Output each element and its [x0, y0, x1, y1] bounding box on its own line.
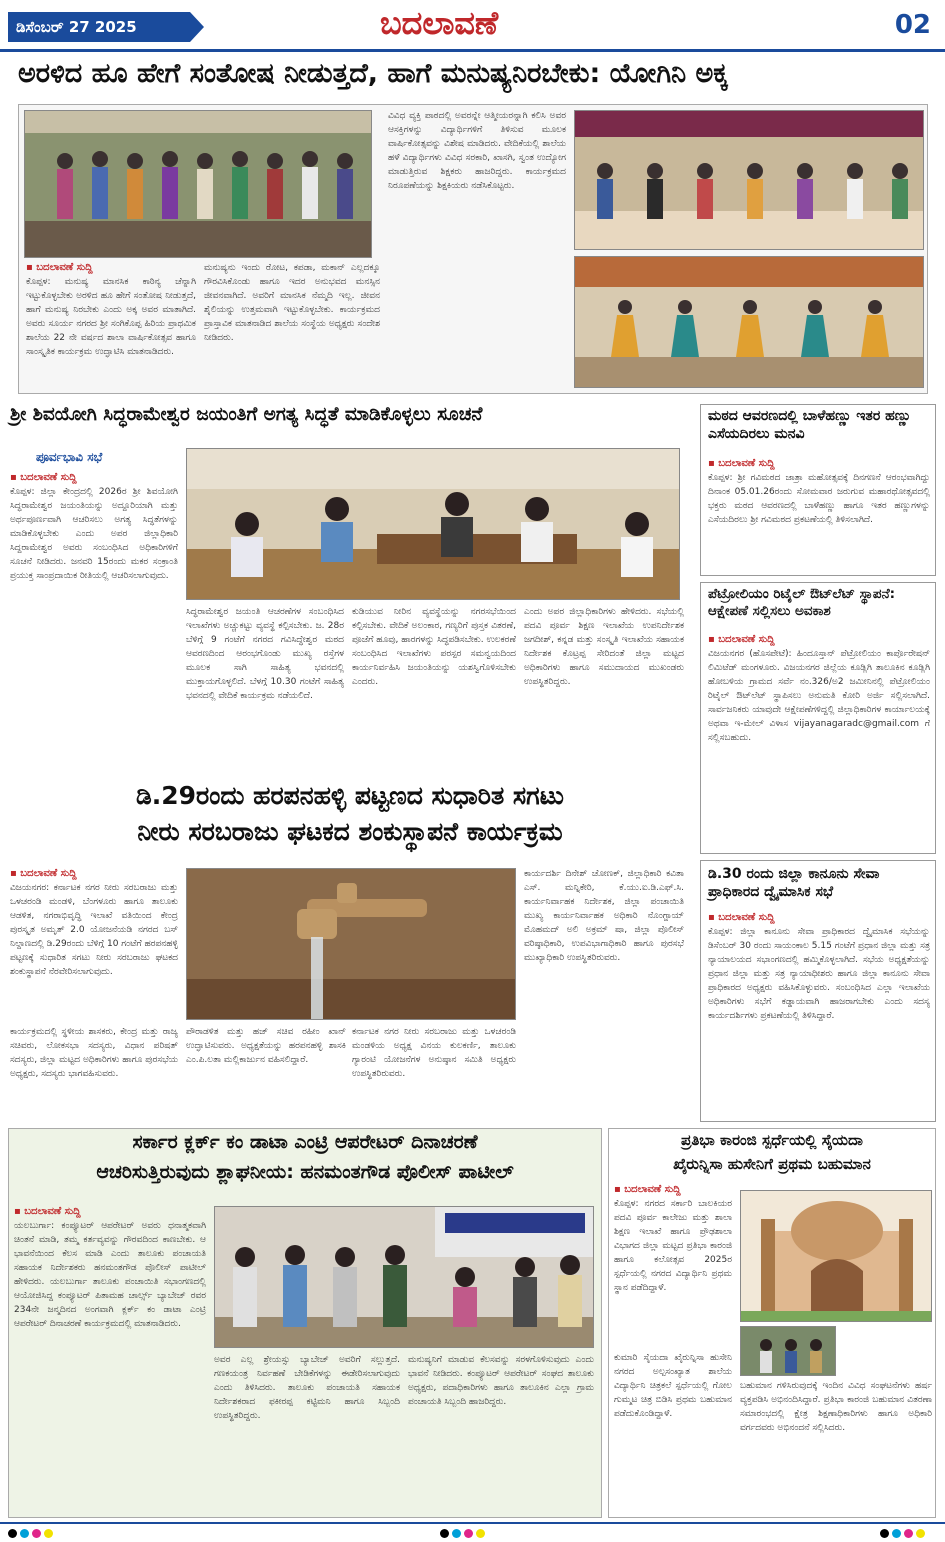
- story1-photo-group: [24, 110, 372, 258]
- side3-byline: ▪ ಬದಲಾವಣೆ ಸುದ್ದಿ: [708, 912, 775, 923]
- story1-headline: ಅರಳಿದ ಹೂ ಹೇಗೆ ಸಂತೋಷ ನೀಡುತ್ತದೆ, ಹಾಗೆ ಮನುಷ್ಯನಿರಬೇಕು: ಯೋಗಿನಿ ಅಕ್ಕ: [18, 58, 729, 89]
- water-tap-icon: [187, 869, 516, 1020]
- story1-col2: ಮನುಷ್ಯನು ಇಂದು ರೋಟ, ಕಪಡಾ, ಮಕಾನ್ ಎಲ್ಲದಕ್ಕೂ ಗೌರವಿಸಿಕೊಂಡು ಹಾಗೂ ಇದರ ಅನುಭವದ ಮನಸ್ಸಿನ ಜೀವನವಾಗಿದೆ. ಅವರಿಗೆ ಮಾನಸಿಕ ನೆಮ್ಮದಿ ಇಲ್ಲ. ಜೀವನ ಶೈಲಿಯನ್ನು ಉತ್ತಮವಾಗಿ ಇಟ್ಟುಕೊಳ್ಳಬೇಕು. ಕಾರ್ಯಕ್ರಮದ ಪ್ರಾಸ್ತಾವಿಕ ಮಾತನಾಡಿದ ಶಾಲೆಯ ಸಂಸ್ಥೆಯ ಅಧ್ಯಕ್ಷರು ಸಂದೇಶ ನೀಡಿದರು.: [204, 263, 380, 343]
- story1-photo-dance: [574, 256, 924, 388]
- story1-col1: ಕೊಪ್ಪಳ: ಮನುಷ್ಯ ಮಾನಸಿಕ ಕಾಠಿನ್ಯ ಚೆನ್ನಾಗಿ ಇಟ್ಟುಕೊಳ್ಳಬೇಕು ಅರಳಿದ ಹೂ ಹೇಗೆ ಸಂತೋಷ ನೀಡುತ್ತದೆ, ಹಾಗೆ ಮನುಷ್ಯ ನಿರಬೇಕು ಎಂದು ಅಕ್ಕ ಅವರ ಮಾತಾಗಿದೆ. ಅವರು ಸೂರ್ಯ ನಗರದ ಶ್ರೀ ಸಂಗಿಕೊಪ್ಪ ಹಿರಿಯ ಪ್ರಾಥಮಿಕ ಶಾಲೆಯ 22 ನೇ ವರ್ಷದ ಶಾಲಾ ವಾರ್ಷಿಕೋತ್ಸವ ಹಾಗೂ ಸಾಂಸ್ಕೃತಿಕ ಕಾರ್ಯಕ್ರಮ ಉದ್ಘಾಟಿಸಿ ಮಾತನಾಡಿದರು.: [26, 277, 196, 357]
- meeting-photo-icon: [187, 449, 680, 600]
- side1-byline: ▪ ಬದಲಾವಣೆ ಸುದ್ದಿ: [708, 458, 775, 469]
- side3-title: ಡಿ.30 ರಂದು ಜಿಲ್ಲಾ ಕಾನೂನು ಸೇವಾ ಪ್ರಾಧಿಕಾರದ ದ್ವೈಮಾಸಿಕ ಸಭೆ: [708, 866, 880, 900]
- story4-col1: ಯಲಬುರ್ಗಾ: ಕಂಪ್ಯೂಟರ್ ಆಪರೇಟರ್ ಅವರು ಧನಾತ್ಮಕವಾಗಿ ಚಿಂತನೆ ಮಾಡಿ, ತಮ್ಮ ಕರ್ತವ್ಯವನ್ನು ಗೌರವದಿಂದ ಕಾಣಬೇಕು. ಆ ಭಾವನೆಯಿಂದ ಕೆಲಸ ಮಾಡಿ ಎಂದು ತಾಲೂಕು ಪಂಚಾಯತಿ ಸಹಾಯಕ ನಿರ್ದೇಶಕರು ಹನಮಂತಗೌಡ ಪೊಲೀಸ್ ಪಾಟೀಲ್ ಹೇಳಿದರು. ಯಲಬುರ್ಗಾ ತಾಲೂಕು ಪಂಚಾಯಿತಿ ಸಭಾಂಗಣದಲ್ಲಿ ಆಯೋಜಿಸಿದ್ದ ಕಂಪ್ಯೂಟರ್ ಪಿತಾಮಹ ಚಾರ್ಲ್ಸ್ ಬ್ಯಾಬೇಜ್ ರವರ 234ನೇ ಜನ್ಮದಿನದ ಅಂಗವಾಗಿ ಕ್ಲರ್ಕ್ ಕಂ ಡಾಟಾ ಎಂಟ್ರಿ ಆಪರೇಟರ್ ದಿನಾಚರಣೆ ಕಾರ್ಯಕ್ರಮದಲ್ಲಿ ಮಾತನಾಡಿದರು.: [14, 1221, 206, 1329]
- story3-col-bottom2: ಕರ್ನಾಟಕ ನಗರ ನೀರು ಸರಬರಾಜು ಮತ್ತು ಒಳಚರಂಡಿ ಮಂಡಳಿಯ ಅಧ್ಯಕ್ಷ ವಿನಯ ಕುಲಕರ್ಣಿ, ತಾಲೂಕು ಗ್ಯಾರಂಟಿ ಯೋಜನೆಗಳ ಅನುಷ್ಠಾನ ಸಮಿತಿ ಅಧ್ಯಕ್ಷರು ಉಪಸ್ಥಿತರಿರುವರು.: [352, 1027, 516, 1079]
- footer-dots-left: [8, 1529, 53, 1538]
- side2-text: ವಿಜಯನಗರ (ಹೊಸಪೇಟೆ): ಹಿಂದೂಸ್ತಾನ್ ಪೆಟ್ರೋಲಿಯಂ ಕಾರ್ಪೊರೇಷನ್ ಲಿಮಿಟೆಡ್ ಮಂಗಳೂರು. ವಿಜಯನಗರ ಜಿಲ್ಲೆಯ ಕೂಡ್ಲಿಗಿ ತಾಲೂಕಿನ ಕೂಡ್ಲಿಗಿ ಹೋಬಳಿಯ ಗ್ರಾಮದ ಸರ್ವೆ ನಂ.326/ಅ2 ಜಮೀನಿನಲ್ಲಿ ಪೆಟ್ರೋಲಿಯಂ ರಿಟೈಲ್ ಔಟ್‌ಲೆಟ್ ಸ್ಥಾಪಿಸಲು ಅನುಮತಿ ಕೋರಿ ಅರ್ಜಿ ಸಲ್ಲಿಸಲಾಗಿದೆ. ಸಾರ್ವಜನಿಕರು ಯಾವುದೇ ಆಕ್ಷೇಪಣೆಗಳಿದ್ದಲ್ಲಿ ಜಿಲ್ಲಾಧಿಕಾರಿಗಳ ಕಾರ್ಯಾಲಯಕ್ಕೆ ಅಥವಾ ಇ-ಮೇಲ್ ವಿಳಾಸ vijayanagaradc@gmail.com ಗೆ ಸಲ್ಲಿಸಬಹುದು.: [708, 649, 930, 743]
- story4-col3: ಮನುಷ್ಯನಿಗೆ ಮಾಡುವ ಕೆಲಸವನ್ನು ಸರಳಗೊಳಿಸುವುದು ಎಂದು ಭಾವನೆ ನೀಡಿದರು. ಕಂಪ್ಯೂಟರ್ ಆಪರೇಟರ್ ಸಂಘದ ತಾಲೂಕು ಅಧ್ಯಕ್ಷರು, ಪದಾಧಿಕಾರಿಗಳು ಹಾಗೂ ತಾಲೂಕಿನ ಎಲ್ಲಾ ಗ್ರಾಮ ಪಂಚಾಯತಿ ಸಿಬ್ಬಂದಿ ಹಾಜರಿದ್ದರು.: [408, 1355, 594, 1407]
- story5-headline-line1: ಪ್ರತಿಭಾ ಕಾರಂಜಿ ಸ್ಪರ್ಧೆಯಲ್ಲಿ ಸೈಯದಾ: [681, 1131, 863, 1149]
- footer-dots-center: [440, 1529, 485, 1538]
- story5-byline: ▪ ಬದಲಾವಣೆ ಸುದ್ದಿ: [614, 1184, 681, 1195]
- story4-col2: ಅವರ ಎಲ್ಲ ಶ್ರೇಯಸ್ಸು ಬ್ಯಾಬೇಜ್ ಅವರಿಗೆ ಸಲ್ಲುತ್ತದೆ. ಗಣಕಯಂತ್ರ ನಿರ್ವಹಣೆ ಬೇಡಿಕೆಗಳನ್ನು ಈಡೇರಿಸಲಾಗುವುದು ಎಂದು ತಿಳಿಸಿದರು. ತಾಲೂಕು ಪಂಚಾಯತಿ ಸಹಾಯಕ ನಿರ್ದೇಶಕರಾದ ಫಕೀರಪ್ಪ ಕಟ್ಟಿಮನಿ ಹಾಗೂ ಸಿಬ್ಬಂದಿ ಉಪಸ್ಥಿತರಿದ್ದರು.: [214, 1355, 400, 1421]
- gol-gumbaz-painting-icon: [741, 1191, 932, 1322]
- masthead: [0, 0, 945, 52]
- group-photo-icon: [25, 111, 372, 258]
- story1-col3: ವಿವಿಧ ವ್ಯಕ್ತಿ ಪಾಠದಲ್ಲಿ ಅವರನ್ನೇ ಆತ್ಮೀಯರನ್ನಾಗಿ ಕಲಿಸಿ ಅವರ ಆಸಕ್ತಿಗಳನ್ನು ವಿದ್ಯಾರ್ಥಿಗಳಿಗೆ ತಿಳಿಸುವ ಮೂಲಕ ವಾರ್ಷಿಕೋತ್ಸವನ್ನು ವಿಶೇಷ ಮಾಡಿದರು. ವೇದಿಕೆಯಲ್ಲಿ ಶಾಲೆಯ ಹಳೆ ವಿದ್ಯಾರ್ಥಿಗಳು ವಿವಿಧ ಸರಕಾರಿ, ಖಾಸಗಿ, ಸ್ವಂತ ಉದ್ಯೋಗ ಮಾಡುತ್ತಿರುವ ಶಿಕ್ಷಕರು ಹಾಜರಿದ್ದರು. ಕಾರ್ಯಕ್ರಮದ ನಿರೂಪಣೆಯನ್ನು ಶಿಕ್ಷಕಿಯರು ನಡೆಸಿಕೊಟ್ಟರು.: [388, 111, 566, 191]
- story2-meeting-photo: [186, 448, 680, 600]
- story3-headline-line1: ಡಿ.29ರಂದು ಹರಪನಹಳ್ಳಿ ಪಟ್ಟಣದ ಸುಧಾರಿತ ಸಗಟು: [135, 781, 564, 810]
- story2-col3: ಕುಡಿಯುವ ನೀರಿನ ವ್ಯವಸ್ಥೆಯನ್ನು ನಗರಸಭೆಯಿಂದ ಕಲ್ಪಿಸಬೇಕು. ವೇದಿಕೆ ಅಲಂಕಾರ, ಗಣ್ಯರಿಗೆ ಪುಸ್ತಕ ವಿತರಣೆ, ಪೂಜೆಗೆ ಹೂವು, ಹಾರಗಳನ್ನು ಸಿದ್ಧಪಡಿಸಬೇಕು. ಉಲಕರಣೆ ಸಂಬಂಧಿಸಿದ ಇಲಾಖೆಗಳು ಪರಸ್ಪರ ಸಮನ್ವಯದಿಂದ ಕಾರ್ಯನಿರ್ವಹಿಸಿ ಜಯಂತಿಯನ್ನು ಯಶಸ್ವಿಗೊಳಿಸಬೇಕು ಎಂದರು.: [352, 607, 516, 687]
- story3-col3: ಕಾರ್ಯದರ್ಶಿ ದಿನೇಶ್ ಚೋಣಕ್, ಜಿಲ್ಲಾಧಿಕಾರಿ ಕವಿತಾ ಎಸ್. ಮನ್ನಿಕೇರಿ, ಕೆ.ಯು.ಐ.ಡಿ.ಎಫ್.ಸಿ. ಕಾರ್ಯನಿರ್ವಾಹಕ ನಿರ್ದೇಶಕ, ಜಿಲ್ಲಾ ಪಂಚಾಯಿತಿ ಮುಖ್ಯ ಕಾರ್ಯನಿರ್ವಾಹಕ ಅಧಿಕಾರಿ ನೊಂಗ್ಜಾಯ್ ಮೊಹಮದ್ ಅಲಿ ಅಕ್ರಮ್ ಷಾ, ಜಿಲ್ಲಾ ಪೊಲೀಸ್ ವರಿಷ್ಠಾಧಿಕಾರಿ, ಉಪವಿಭಾಗಾಧಿಕಾರಿ ಹಾಗೂ ಪುರಸಭೆ ಮುಖ್ಯಾಧಿಕಾರಿ ಉಪಸ್ಥಿತರಿರುವರು.: [524, 869, 684, 963]
- office-event-photo-icon: [215, 1207, 594, 1348]
- story5-col2: ಕುಮಾರಿ ಸೈಯದಾ ಖೈರುನ್ನಿಸಾ ಹುಸೇನಿ ನಗರದ ಅಲ್ಪಸಂಖ್ಯಾತ ಶಾಲೆಯ ವಿದ್ಯಾರ್ಥಿನಿ ಚಿತ್ರಕಲೆ ಸ್ಪರ್ಧೆಯಲ್ಲಿ ಗೋಲ ಗುಮ್ಮಟ ಚಿತ್ರ ಬಿಡಿಸಿ ಪ್ರಥಮ ಬಹುಮಾನ ಪಡೆದುಕೊಂಡಿದ್ದಾಳೆ.: [614, 1353, 732, 1419]
- story4-headline-line1: ಸರ್ಕಾರ ಕ್ಲರ್ಕ್ ಕಂ ಡಾಟಾ ಎಂಟ್ರಿ ಆಪರೇಟರ್ ದಿನಾಚರಣೆ: [132, 1131, 478, 1153]
- issue-date: ಡಿಸೆಂಬರ್ 27 2025: [8, 12, 190, 42]
- side3-text: ಕೊಪ್ಪಳ: ಜಿಲ್ಲಾ ಕಾನೂನು ಸೇವಾ ಪ್ರಾಧಿಕಾರದ ದ್ವೈಮಾಸಿಕ ಸಭೆಯನ್ನು ಡಿಸೆಂಬರ್ 30 ರಂದು ಸಾಯಂಕಾಲ 5.15 ಗಂಟೆಗೆ ಪ್ರಧಾನ ಜಿಲ್ಲಾ ಮತ್ತು ಸತ್ರ ನ್ಯಾಯಾಲಯದ ಸಭಾಂಗಣದಲ್ಲಿ ಹಮ್ಮಿಕೊಳ್ಳಲಾಗಿದೆ. ಸಭೆಯ ಅಧ್ಯಕ್ಷತೆಯನ್ನು ಪ್ರಧಾನ ಜಿಲ್ಲಾ ಮತ್ತು ಸತ್ರ ನ್ಯಾಯಾಧೀಶರು ಹಾಗೂ ಜಿಲ್ಲಾ ಕಾನೂನು ಸೇವಾ ಪ್ರಾಧಿಕಾರದ ಅಧ್ಯಕ್ಷರು ವಹಿಸಿಕೊಳ್ಳುವರು. ಸಂಬಂಧಿಸಿದ ಎಲ್ಲಾ ಇಲಾಖೆಯ ಅಧಿಕಾರಿಗಳು ಸಭೆಗೆ ಕಡ್ಡಾಯವಾಗಿ ಹಾಜರಾಗಬೇಕು ಎಂದು ಸದಸ್ಯ ಕಾರ್ಯದರ್ಶಿಗಳು ಪ್ರಕಟಣೆಯಲ್ಲಿ ತಿಳಿಸಿದ್ದಾರೆ.: [708, 927, 930, 1021]
- story5-award-photo: [740, 1326, 836, 1376]
- story2-byline: ▪ ಬದಲಾವಣೆ ಸುದ್ದಿ: [10, 472, 77, 483]
- footer-dots-right: [880, 1529, 925, 1538]
- newspaper-name: ಬದಲಾವಣೆ: [380, 4, 499, 42]
- side2-byline: ▪ ಬದಲಾವಣೆ ಸುದ್ದಿ: [708, 634, 775, 645]
- story2-headline: ಶ್ರೀ ಶಿವಯೋಗಿ ಸಿದ್ಧರಾಮೇಶ್ವರ ಜಯಂತಿಗೆ ಅಗತ್ಯ ಸಿದ್ಧತೆ ಮಾಡಿಕೊಳ್ಳಲು ಸೂಚನೆ: [10, 404, 483, 425]
- story5-painting-photo: [740, 1190, 932, 1322]
- story5-col1: ಕೊಪ್ಪಳ: ನಗರದ ಸರ್ಕಾರಿ ಬಾಲಕಿಯರ ಪದವಿ ಪೂರ್ವ ಕಾಲೇಜು ಮತ್ತು ಶಾಲಾ ಶಿಕ್ಷಣ ಇಲಾಖೆ ಹಾಗೂ ಪ್ರೌಢಶಾಲಾ ವಿಭಾಗದ ಜಿಲ್ಲಾ ಮಟ್ಟದ ಪ್ರತಿಭಾ ಕಾರಂಜಿ ಹಾಗೂ ಕಲೋತ್ಸವ 2025ರ ಸ್ಪರ್ಧೆಯಲ್ಲಿ ನಗರದ ವಿದ್ಯಾರ್ಥಿನಿ ಪ್ರಥಮ ಸ್ಥಾನ ಪಡೆದಿದ್ದಾಳೆ.: [614, 1199, 732, 1293]
- award-photo-icon: [741, 1327, 836, 1376]
- side1-text: ಕೊಪ್ಪಳ: ಶ್ರೀ ಗವಿಮಠದ ಜಾತ್ರಾ ಮಹೋತ್ಸವಕ್ಕೆ ದಿನಗಣನೆ ಆರಂಭವಾಗಿದ್ದು ದಿನಾಂಕ 05.01.26ರಂದು ಸೋಮವಾರ ಜರುಗುವ ಮಹಾರಥೋತ್ಸವದಲ್ಲಿ ಭಕ್ತರು ಮಠದ ಆವರಣದಲ್ಲಿ ಬಾಳೆಹಣ್ಣು ಹಾಗೂ ಇತರ ಹಣ್ಣುಗಳನ್ನು ಎಸೆಯದಿರಲು ಶ್ರೀ ಗವಿಮಠದ ಪ್ರಕಟಣೆಯಲ್ಲಿ ತಿಳಿಸಲಾಗಿದೆ.: [708, 473, 930, 525]
- story3-col2: ಕಾರ್ಯಕ್ರಮದಲ್ಲಿ ಸ್ಥಳೀಯ ಶಾಸಕರು, ಕೇಂದ್ರ ಮತ್ತು ರಾಜ್ಯ ಸಚಿವರು, ಲೋಕಸಭಾ ಸದಸ್ಯರು, ವಿಧಾನ ಪರಿಷತ್ ಸದಸ್ಯರು, ಜಿಲ್ಲಾ ಮಟ್ಟದ ಅಧಿಕಾರಿಗಳು ಹಾಗೂ ಪುರಸಭೆಯ ಅಧ್ಯಕ್ಷರು, ಸದಸ್ಯರು ಭಾಗವಹಿಸುವರು.: [10, 1027, 178, 1079]
- page-number: 02: [894, 10, 931, 40]
- story3-tap-photo: [186, 868, 516, 1020]
- footer-rule: [0, 1522, 945, 1524]
- story5-headline-line2: ಖೈರುನ್ನಿಸಾ ಹುಸೇನಿಗೆ ಪ್ರಥಮ ಬಹುಮಾನ: [673, 1155, 871, 1173]
- story2-col1: ಕೊಪ್ಪಳ: ಜಿಲ್ಲಾ ಕೇಂದ್ರದಲ್ಲಿ 2026ರ ಶ್ರೀ ಶಿವಯೋಗಿ ಸಿದ್ಧರಾಮೇಶ್ವರ ಜಯಂತಿಯನ್ನು ಅದ್ದೂರಿಯಾಗಿ ಮತ್ತು ಅರ್ಥಪೂರ್ಣವಾಗಿ ಆಚರಿಸಲು ಅಗತ್ಯ ಸಿದ್ಧತೆಗಳನ್ನು ಮಾಡಿಕೊಳ್ಳಬೇಕು ಎಂದು ಅಪರ ಜಿಲ್ಲಾಧಿಕಾರಿ ಸಿದ್ದರಾಮೇಶ್ವರ ಅವರು ಸಂಬಂಧಿಸಿದ ಅಧಿಕಾರಿಗಳಿಗೆ ಸೂಚನೆ ನೀಡಿದರು. ಜನವರಿ 15ರಂದು ಮಕರ ಸಂಕ್ರಾಂತಿ ಪ್ರಯುಕ್ತ ಸಾಂಪ್ರದಾಯಿಕ ರೀತಿಯಲ್ಲಿ ಆಚರಿಸಲಾಗುವುದು.: [10, 487, 178, 581]
- story1-photo-stage: [574, 110, 924, 250]
- story4-photo: [214, 1206, 594, 1348]
- dance-photo-icon: [575, 257, 924, 388]
- story2-col2: ಸಿದ್ಧರಾಮೇಶ್ವರ ಜಯಂತಿ ಆಚರಣೆಗಳ ಸಂಬಂಧಿಸಿದ ಇಲಾಖೆಗಳು ಅಚ್ಚುಕಟ್ಟು ವ್ಯವಸ್ಥೆ ಕಲ್ಪಿಸಬೇಕು. ಜ. 28ರ ಬೆಳಿಗ್ಗೆ 9 ಗಂಟೆಗೆ ನಗರದ ಗವಿಸಿದ್ಧೇಶ್ವರ ಮಠದ ಆವರಣದಿಂದ ಆರಂಭಗೊಂಡು ಮುಖ್ಯ ರಸ್ತೆಗಳ ಮೂಲಕ ಸಾಗಿ ಸಾಹಿತ್ಯ ಭವನದಲ್ಲಿ ಮುಕ್ತಾಯಗೊಳ್ಳಲಿದೆ. ಬೆಳಗ್ಗೆ 10.30 ಗಂಟೆಗೆ ಸಾಹಿತ್ಯ ಭವನದಲ್ಲಿ ವೇದಿಕೆ ಕಾರ್ಯಕ್ರಮ ನಡೆಯಲಿದೆ.: [186, 607, 344, 701]
- story3-headline-line2: ನೀರು ಸರಬರಾಜು ಘಟಕದ ಶಂಕುಸ್ಥಾಪನೆ ಕಾರ್ಯಕ್ರಮ: [137, 817, 563, 846]
- side1-title: ಮಠದ ಆವರಣದಲ್ಲಿ ಬಾಳೆಹಣ್ಣು ಇತರ ಹಣ್ಣು ಎಸೆಯದಿರಲು ಮನವಿ: [708, 408, 912, 442]
- story3-col-bottom1: ಪೌರಾಡಳಿತ ಮತ್ತು ಹಜ್ ಸಚಿವ ರಹೀಂ ಖಾನ್ ಉದ್ಘಾಟಿಸುವರು. ಅಧ್ಯಕ್ಷತೆಯನ್ನು ಹರಪನಹಳ್ಳಿ ಶಾಸಕಿ ಎಂ.ಪಿ.ಲತಾ ಮಲ್ಲಿಕಾರ್ಜುನ ವಹಿಸಲಿದ್ದಾರೆ.: [186, 1027, 346, 1065]
- story4-headline-line2: ಆಚರಿಸುತ್ತಿರುವುದು ಶ್ಲಾಘನೀಯ: ಹನಮಂತಗೌಡ ಪೊಲೀಸ್ ಪಾಟೀಲ್: [96, 1161, 514, 1183]
- story2-col4: ಎಂದು ಅಪರ ಜಿಲ್ಲಾಧಿಕಾರಿಗಳು ಹೇಳಿದರು. ಸಭೆಯಲ್ಲಿ ಪದವಿ ಪೂರ್ವ ಶಿಕ್ಷಣ ಇಲಾಖೆಯ ಉಪನಿರ್ದೇಶಕ ಜಗದೀಶ್, ಕನ್ನಡ ಮತ್ತು ಸಂಸ್ಕೃತಿ ಇಲಾಖೆಯ ಸಹಾಯಕ ನಿರ್ದೇಶಕ ಕೊಟ್ರಪ್ಪ ಸೇರಿದಂತೆ ಜಿಲ್ಲಾ ಮಟ್ಟದ ಅಧಿಕಾರಿಗಳು ಹಾಗೂ ಸಮುದಾಯದ ಮುಖಂಡರು ಉಪಸ್ಥಿತರಿದ್ದರು.: [524, 607, 684, 687]
- story3-byline: ▪ ಬದಲಾವಣೆ ಸುದ್ದಿ: [10, 868, 77, 879]
- story4-byline: ▪ ಬದಲಾವಣೆ ಸುದ್ದಿ: [14, 1206, 81, 1217]
- story5-col3: ಬಹುಮಾನ ಗಳಿಸಿರುವುದಕ್ಕೆ ಇಂದಿನ ವಿವಿಧ ಸಂಘಟನೆಗಳು ಹರ್ಷ ವ್ಯಕ್ತಪಡಿಸಿ ಅಭಿನಂದಿಸಿದ್ದಾರೆ. ಪ್ರತಿಭಾ ಕಾರಂಜಿ ಬಹುಮಾನ ವಿತರಣಾ ಸಮಾರಂಭದಲ್ಲಿ ಕ್ಷೇತ್ರ ಶಿಕ್ಷಣಾಧಿಕಾರಿಗಳು ಹಾಗೂ ಅಧಿಕಾರಿ ವರ್ಗದವರು ಅಭಿನಂದನೆ ಸಲ್ಲಿಸಿದರು.: [740, 1381, 932, 1433]
- side2-title: ಪೆಟ್ರೋಲಿಯಂ ರಿಟೈಲ್ ಔಟ್‌ಲೆಟ್ ಸ್ಥಾಪನೆ: ಆಕ್ಷೇಪಣೆ ಸಲ್ಲಿಸಲು ಅವಕಾಶ: [708, 586, 896, 619]
- story2-subhead: ಪೂರ್ವಭಾವಿ ಸಭೆ: [36, 450, 103, 464]
- story1-byline: ▪ ಬದಲಾವಣೆ ಸುದ್ದಿ: [26, 262, 93, 273]
- story3-col1: ವಿಜಯನಗರ: ಕರ್ನಾಟಕ ನಗರ ನೀರು ಸರಬರಾಜು ಮತ್ತು ಒಳಚರಂಡಿ ಮಂಡಳಿ, ಬೆಂಗಳೂರು ಹಾಗೂ ತಾಲೂಕು ಆಡಳಿತ, ನಗರಾಭಿವೃದ್ಧಿ ಇಲಾಖೆ ವತಿಯಿಂದ ಕೇಂದ್ರ ಪುರಸ್ಕೃತ ಅಮೃತ್ 2.0 ಯೋಜನೆಯಡಿ ನಗರದ ಬಸ್ ನಿಲ್ದಾಣದಲ್ಲಿ ಡಿ.29ರಂದು ಬೆಳಿಗ್ಗೆ 10 ಗಂಟೆಗೆ ಹರಪನಹಳ್ಳಿ ಪಟ್ಟಣಕ್ಕೆ ಸುಧಾರಿತ ಸಗಟು ನೀರು ಸರಬರಾಜು ಘಟಕದ ಶಂಕುಸ್ಥಾಪನೆ ನೆರವೇರಿಸಲಾಗುವುದು.: [10, 883, 178, 977]
- stage-photo-icon: [575, 111, 924, 250]
